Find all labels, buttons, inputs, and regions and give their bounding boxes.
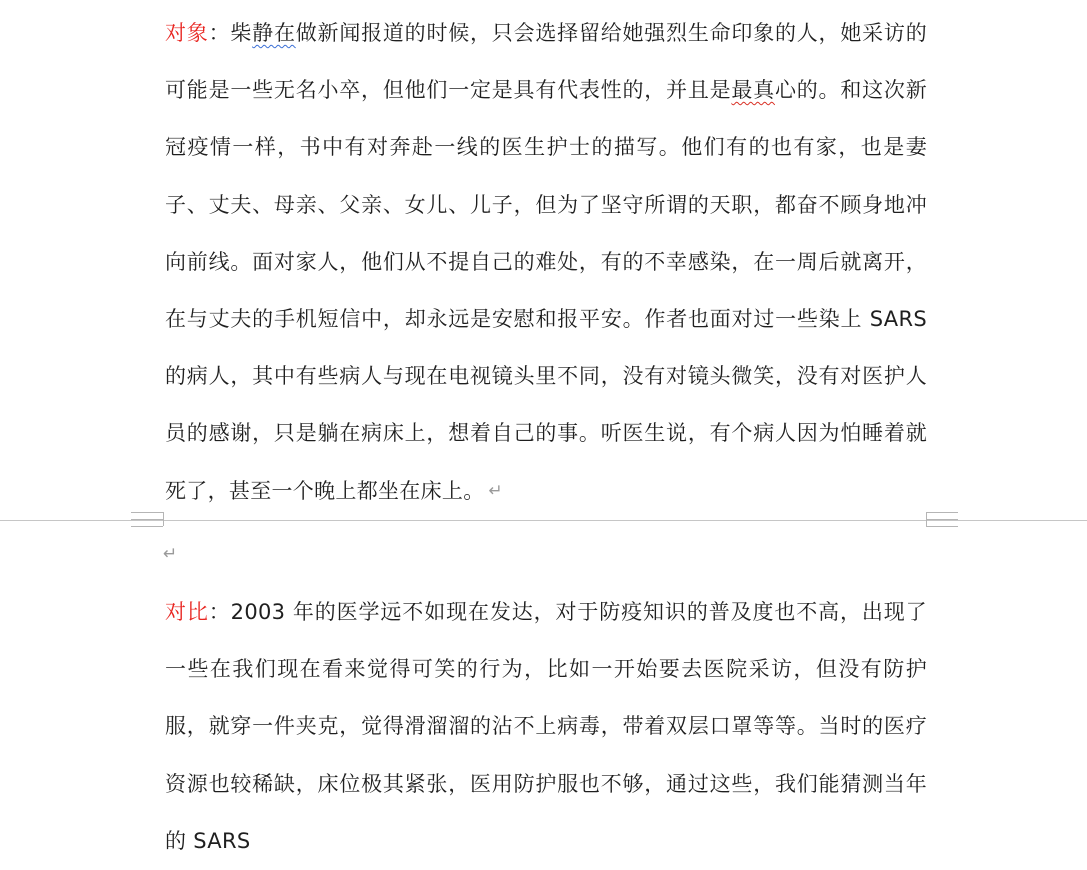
paragraph-label-subject: 对象 [165,21,209,45]
paragraph-text: 做新闻报道的时候，只会选择留给她强烈生命印象的人，她采访的可能是一些无名小卒，但他们一定是具有代表性的，并且是 [165,21,927,103]
paragraph-comparison [165,584,927,870]
paragraph-text: 2003 年的医学远不如现在发达，对于防疫知识的普及度也不高，出现了一些在我们现在看来觉得可笑的行为，比如一开始要去医院采访，但没有防护服，就穿一件夹克，觉得滑溜溜的沾不上病毒，带着双层口罩等等。当时的医疗资源也较稀缺，床位极其紧张，医用防护服也不够，通过这些，我们能猜测当年的 SARS [165,600,927,853]
grammar-flagged-text[interactable]: 静在 [252,21,296,45]
margin-corner-mark-left-vertical [163,512,164,526]
empty-paragraph-mark-icon: ↵ [163,544,178,564]
margin-corner-mark-right [926,512,958,527]
paragraph-text: 心的。和这次新冠疫情一样，书中有对奔赴一线的医生护士的描写。他们有的也有家，也是妻子、丈夫、母亲、父亲、女儿、儿子，但为了坚守所谓的天职，都奋不顾身地冲向前线。面对家人，他们从不提自己的难处，有的不幸感染，在一周后就离开，在与丈夫的手机短信中，却永远是安慰和报平安。作者也面对过一些染上 SARS 的病人，其中有些病人与现在电视镜头里不同，没有对镜头微笑，没有对医护人员的感谢，只是躺在病床上，想着自己的事。听医生说，有个病人因为怕睡着就死了，甚至一个晚上都坐在床上。 [165,78,927,503]
paragraph-text: 柴 [230,21,253,45]
paragraph-subject [165,5,927,520]
label-colon: ： [208,600,231,624]
paragraph-mark-icon: ↵ [488,480,504,501]
label-colon: ： [208,21,231,45]
spelling-flagged-text[interactable]: 最真 [731,78,775,103]
paragraph-label-comparison: 对比 [165,600,209,624]
margin-corner-mark-right-vertical [926,512,927,526]
margin-corner-mark-left [131,512,163,527]
